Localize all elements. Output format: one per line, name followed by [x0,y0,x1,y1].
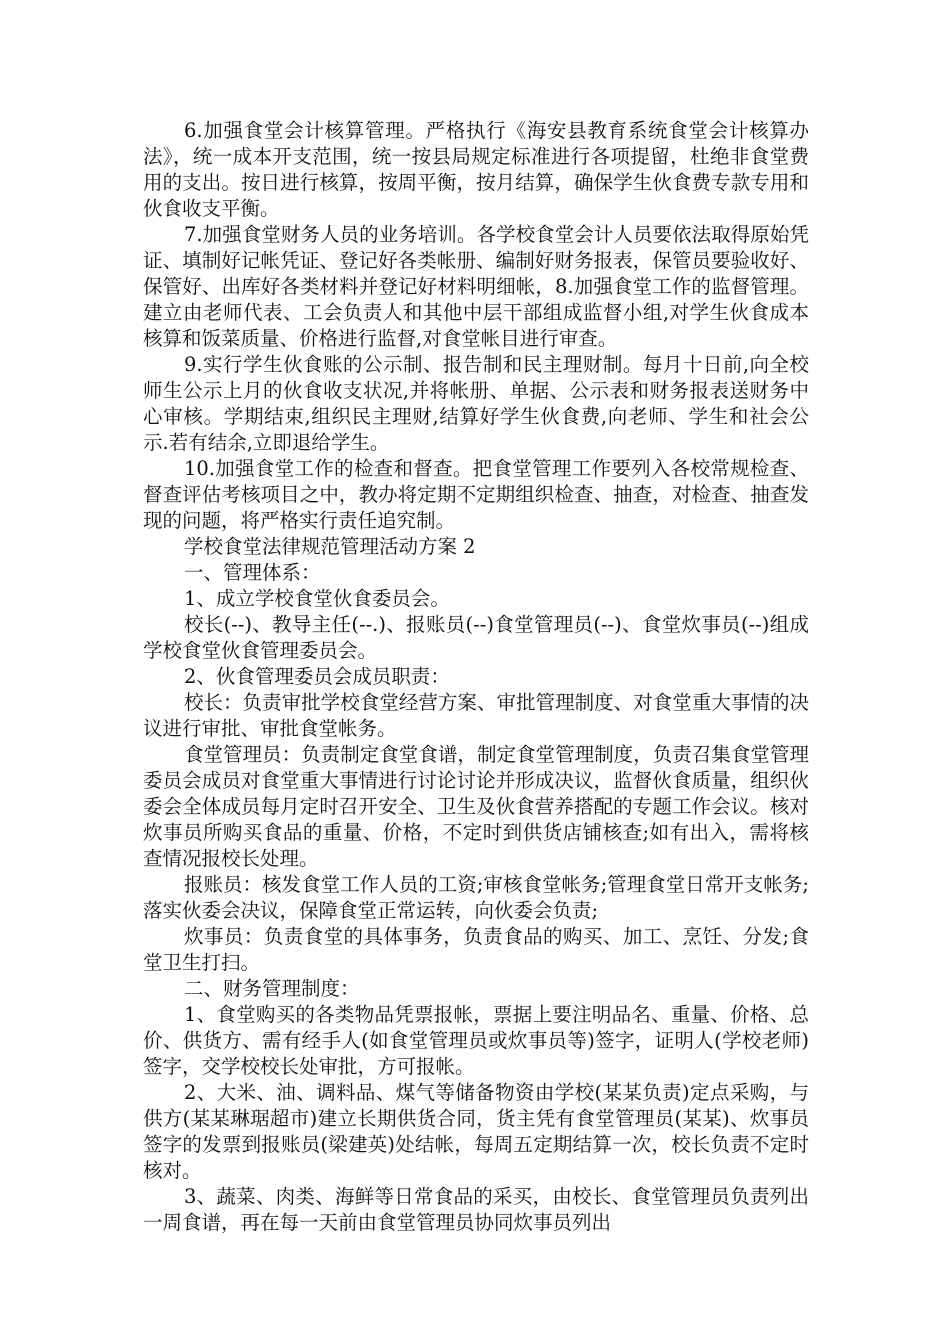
section-title: 学校食堂法律规范管理活动方案 2 [183,535,476,558]
heading-finance-rules: 二、财务管理制度： [183,977,360,1000]
paragraph-1: 6.加强食堂会计核算管理。严格执行《海安县教育系统食堂会计核算办法》，统一成本开支范围，统一按县局规定标准进行各项提留，杜绝非食堂费用的支出。按日进行核算，按周平衡，按月结算，确保学生伙食费专款专用和伙食收支平衡。 [143,119,809,220]
paragraph-8: 校长(--)、教导主任(--.)、报账员(--)食堂管理员(--)、食堂炊事员(--)组成学校食堂伙食管理委员会。 [143,613,809,662]
paragraph-11: 食堂管理员：负责制定食堂食谱，制定食堂管理制度，负责召集食堂管理委员会成员对食堂重大事情进行讨论讨论并形成决议，监督伙食质量，组织伙委会全体成员每月定时召开安全、卫生及伙食营养搭配的专题工作会议。核对炊事员所购买食品的重量、价格，不定时到供货店铺核查;如有出入，需将核查情况报校长处理。 [143,743,809,870]
paragraph-2: 7.加强食堂财务人员的业务培训。各学校食堂会计人员要依法取得原始凭证、填制好记帐凭证、登记好各类帐册、编制好财务报表，保管员要验收好、保管好、出库好各类材料并登记好材料明细帐，8.加强食堂工作的监督管理。建立由老师代表、工会负责人和其他中层干部组成监督小组,对学生伙食成本核算和饭菜质量、价格进行监督,对食堂帐目进行审查。 [143,223,809,350]
paragraph-10: 校长：负责审批学校食堂经营方案、审批管理制度、对食堂重大事情的决议进行审批、审批食堂帐务。 [143,691,809,740]
paragraph-16: 2、大米、油、调料品、煤气等储备物资由学校(某某负责)定点采购，与供方(某某琳琚超市)建立长期供货合同，货主凭有食堂管理员(某某)、炊事员签字的发票到报账员(梁建英)处结帐，每周五定期结算一次，校长负责不定时核对。 [143,1081,809,1182]
paragraph-17: 3、蔬菜、肉类、海鲜等日常食品的采买，由校长、食堂管理员负责列出一周食谱，再在每一天前由食堂管理员协同炊事员列出 [143,1185,809,1234]
document-body [143,118,809,1236]
paragraph-12: 报账员：核发食堂工作人员的工资;审核食堂帐务;管理食堂日常开支帐务;落实伙委会决议，保障食堂正常运转，向伙委会负责; [143,873,809,922]
paragraph-13: 炊事员：负责食堂的具体事务，负责食品的购买、加工、烹饪、分发;食堂卫生打扫。 [143,925,809,974]
heading-management-system: 一、管理体系： [183,561,321,584]
paragraph-7: 1、成立学校食堂伙食委员会。 [183,587,450,610]
paragraph-3: 9.实行学生伙食账的公示制、报告制和民主理财制。每月十日前,向全校师生公示上月的伙食收支状况,并将帐册、单据、公示表和财务报表送财务中心审核。学期结束,组织民主理财,结算好学生伙食费,向老师、学生和社会公示.若有结余,立即退给学生。 [143,353,809,454]
paragraph-9: 2、伙食管理委员会成员职责： [183,665,450,688]
paragraph-15: 1、食堂购买的各类物品凭票报帐，票据上要注明品名、重量、价格、总价、供货方、需有经手人(如食堂管理员或炊事员等)签字，证明人(学校老师)签字，交学校校长处审批，方可报帐。 [143,1003,809,1078]
paragraph-4: 10.加强食堂工作的检查和督查。把食堂管理工作要列入各校常规检查、督查评估考核项目之中，教办将定期不定期组织检查、抽查，对检查、抽查发现的问题，将严格实行责任追究制。 [143,457,809,532]
